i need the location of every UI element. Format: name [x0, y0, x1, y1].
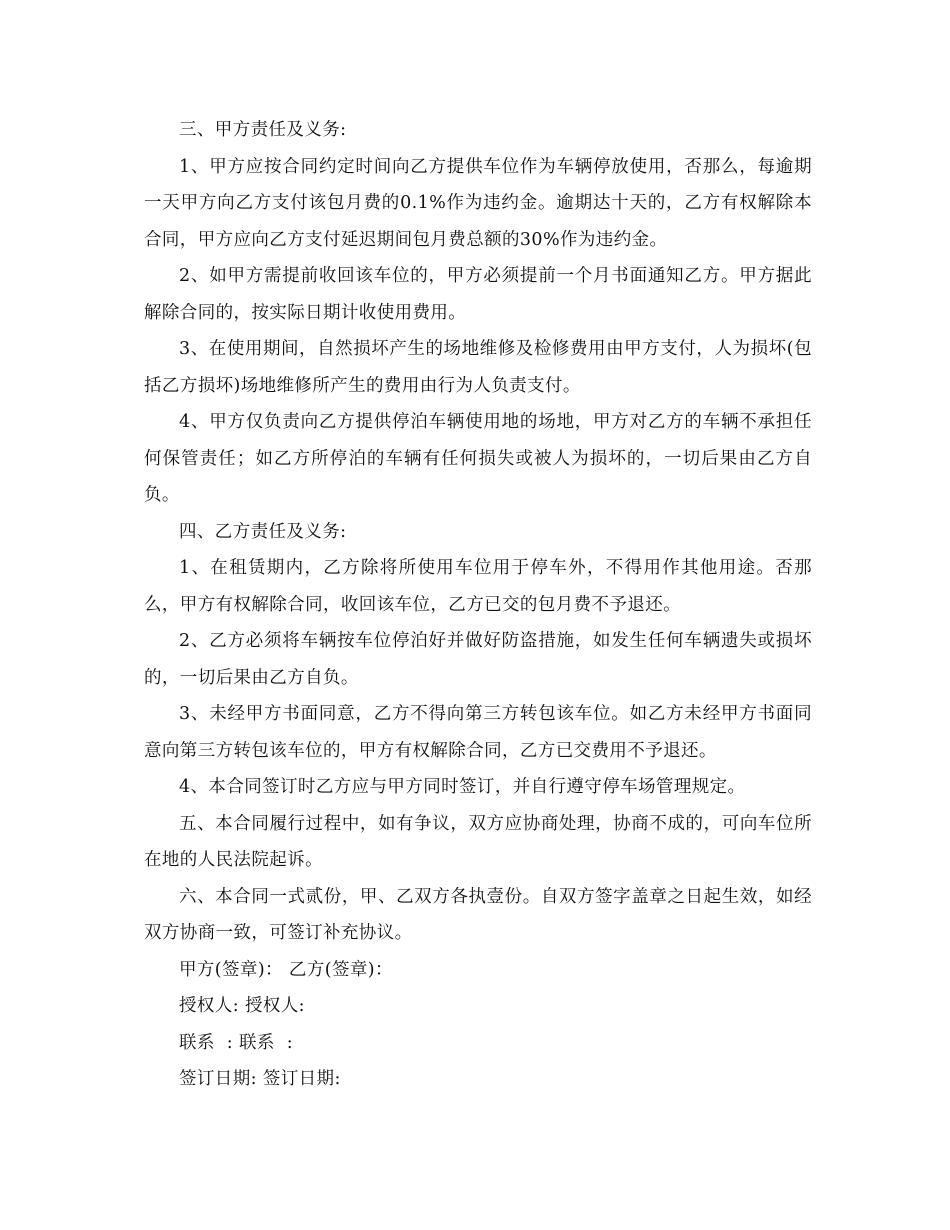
contract-page [144, 112, 812, 1098]
signature-date-line: 签订日期: 签订日期: [179, 1069, 341, 1089]
clause-a3: 3、在使用期间，自然损坏产生的场地维修及检修费用由甲方支付，人为损坏(包括乙方损坏)场地维修所产生的费用由行为人负责支付。 [144, 339, 812, 396]
clause-b1: 1、在租赁期内，乙方除将所使用车位用于停车外，不得用作其他用途。否那么，甲方有权解除合同，收回该车位，乙方已交的包月费不予退还。 [144, 558, 812, 615]
signature-authorized-line: 授权人: 授权人: [179, 996, 305, 1016]
signature-party-line: 甲方(签章)： 乙方(签章)： [179, 959, 393, 980]
clause-a2: 2、如甲方需提前收回该车位的，甲方必须提前一个月书面通知乙方。甲方据此解除合同的，按实际日期计收使用费用。 [144, 266, 812, 323]
clause-b2: 2、乙方必须将车辆按车位停泊好并做好防盗措施，如发生任何车辆遗失或损坏的，一切后果由乙方自负。 [144, 631, 812, 688]
signature-contact-line: 联系 : 联系 : [179, 1032, 294, 1053]
signature-block [144, 952, 812, 1098]
section-copies-effectiveness: 六、本合同一式贰份，甲、乙双方各执壹份。自双方签字盖章之日起生效，如经双方协商一致，可签订补充协议。 [144, 886, 812, 943]
section-dispute-resolution: 五、本合同履行过程中，如有争议，双方应协商处理，协商不成的，可向车位所在地的人民法院起诉。 [144, 813, 812, 870]
section-heading-party-a-duties: 三、甲方责任及义务: [179, 120, 347, 140]
section-heading-party-b-duties: 四、乙方责任及义务: [179, 521, 347, 542]
clause-a1: 1、甲方应按合同约定时间向乙方提供车位作为车辆停放使用，否那么，每逾期一天甲方向乙方支付该包月费的0.1%作为违约金。逾期达十天的，乙方有权解除本合同，甲方应向乙方支付延迟期间包月费总额的30%作为违约金。 [144, 156, 812, 250]
clause-b4: 4、本合同签订时乙方应与甲方同时签订，并自行遵守停车场管理规定。 [179, 777, 746, 797]
clause-a4: 4、甲方仅负责向乙方提供停泊车辆使用地的场地，甲方对乙方的车辆不承担任何保管责任；如乙方所停泊的车辆有任何损失或被人为损坏的，一切后果由乙方自负。 [144, 412, 812, 505]
clause-b3: 3、未经甲方书面同意，乙方不得向第三方转包该车位。如乙方未经甲方书面同意向第三方转包该车位的，甲方有权解除合同，乙方已交费用不予退还。 [144, 704, 812, 761]
